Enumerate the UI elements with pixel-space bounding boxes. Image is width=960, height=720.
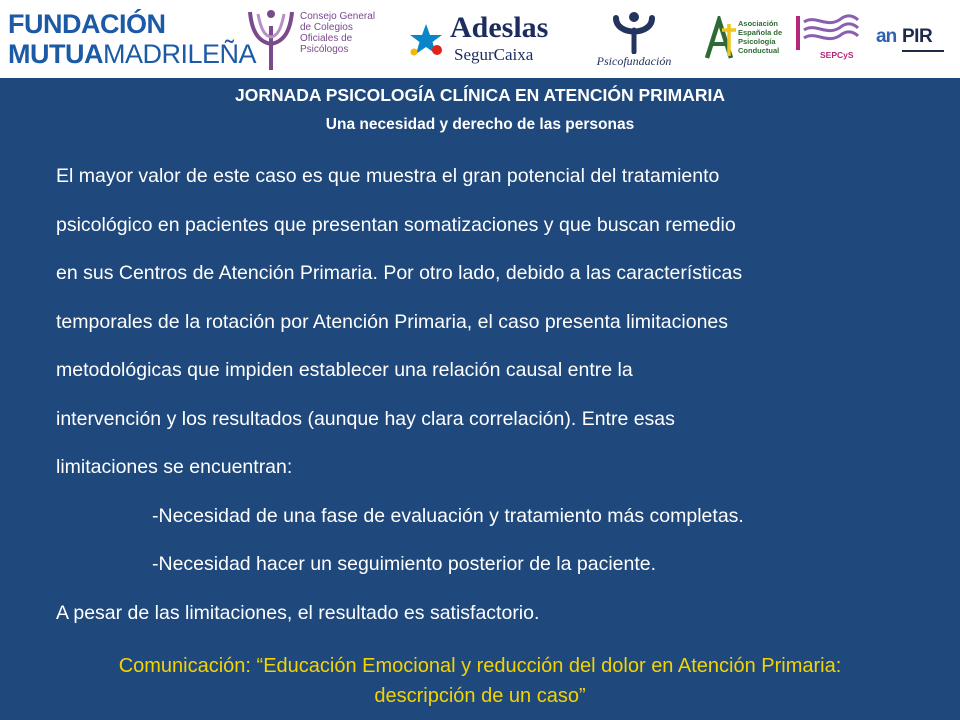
star-icon	[404, 18, 448, 62]
event-subtitle: Una necesidad y derecho de las personas	[325, 116, 635, 133]
segurcaixa-wordmark: SegurCaixa	[454, 45, 534, 64]
sepcys-wordmark: SEPCyS	[820, 50, 854, 60]
communication-title-line2: descripción de un caso”	[374, 685, 586, 707]
limitation-item: -Necesidad de una fase de evaluación y tratamiento más completas.	[152, 504, 744, 527]
fundacion-mutua-line1: FUNDACIÓN	[8, 9, 166, 39]
adeslas-wordmark: Adeslas	[450, 11, 549, 44]
psi-emblem-icon	[244, 4, 298, 74]
sponsor-logo-bar	[0, 0, 960, 78]
anpir-pir: PIR	[902, 26, 933, 47]
anpir-an: an	[876, 26, 897, 47]
colegio-psicologos-logo	[244, 4, 384, 74]
paragraph-line: El mayor valor de este caso es que muestra el gran potencial del tratamiento	[56, 165, 720, 187]
fundacion-mutua-line2-rest: MADRILEÑA	[102, 39, 257, 69]
fundacion-mutua-line2	[8, 40, 256, 68]
aepc-text: Asociación Española de Psicología Conductual	[738, 19, 783, 55]
colegio-psicologos-text: Consejo General de Colegios Oficiales de Psicólogos	[300, 11, 376, 55]
paragraph-line: en sus Centros de Atención Primaria. Por otro lado, debido a las características	[56, 262, 743, 284]
conclusion-text: A pesar de las limitaciones, el resultado es satisfactorio.	[56, 601, 540, 624]
anpir-underline	[902, 50, 944, 52]
psicofundacion-emblem-icon	[588, 8, 680, 54]
paragraph-line: intervención y los resultados (aunque hay clara correlación). Entre esas	[56, 407, 675, 430]
paragraph-line: psicológico en pacientes que presentan somatizaciones y que buscan remedio	[56, 213, 736, 236]
communication-title-line1: Comunicación: “Educación Emocional y reducción del dolor en Atención Primaria:	[118, 655, 842, 677]
paragraph-line: metodológicas que impiden establecer una relación causal entre la	[56, 359, 633, 381]
limitation-item: -Necesidad hacer un seguimiento posterior de la paciente.	[152, 553, 657, 575]
sepcys-emblem-icon	[792, 10, 864, 54]
communication-title	[0, 651, 960, 711]
adeslas-segurcaixa-logo	[404, 10, 554, 68]
paragraph-line: temporales de la rotación por Atención Primaria, el caso presenta limitaciones	[56, 310, 729, 333]
slide-body	[56, 152, 916, 637]
fundacion-mutua-madrilena-logo	[8, 8, 257, 70]
anpir-logo	[876, 22, 956, 58]
psicofundacion-logo	[588, 8, 680, 72]
event-title: JORNADA PSICOLOGÍA CLÍNICA EN ATENCIÓN PRIMARIA	[234, 85, 725, 105]
aepc-emblem-icon	[704, 16, 738, 62]
paragraph-line: limitaciones se encuentran:	[56, 456, 293, 478]
fundacion-mutua-line2-bold: MUTUA	[8, 39, 103, 69]
psicofundacion-wordmark: Psicofundación	[596, 54, 672, 68]
aepc-logo	[704, 16, 784, 62]
sepcys-logo	[792, 10, 864, 70]
